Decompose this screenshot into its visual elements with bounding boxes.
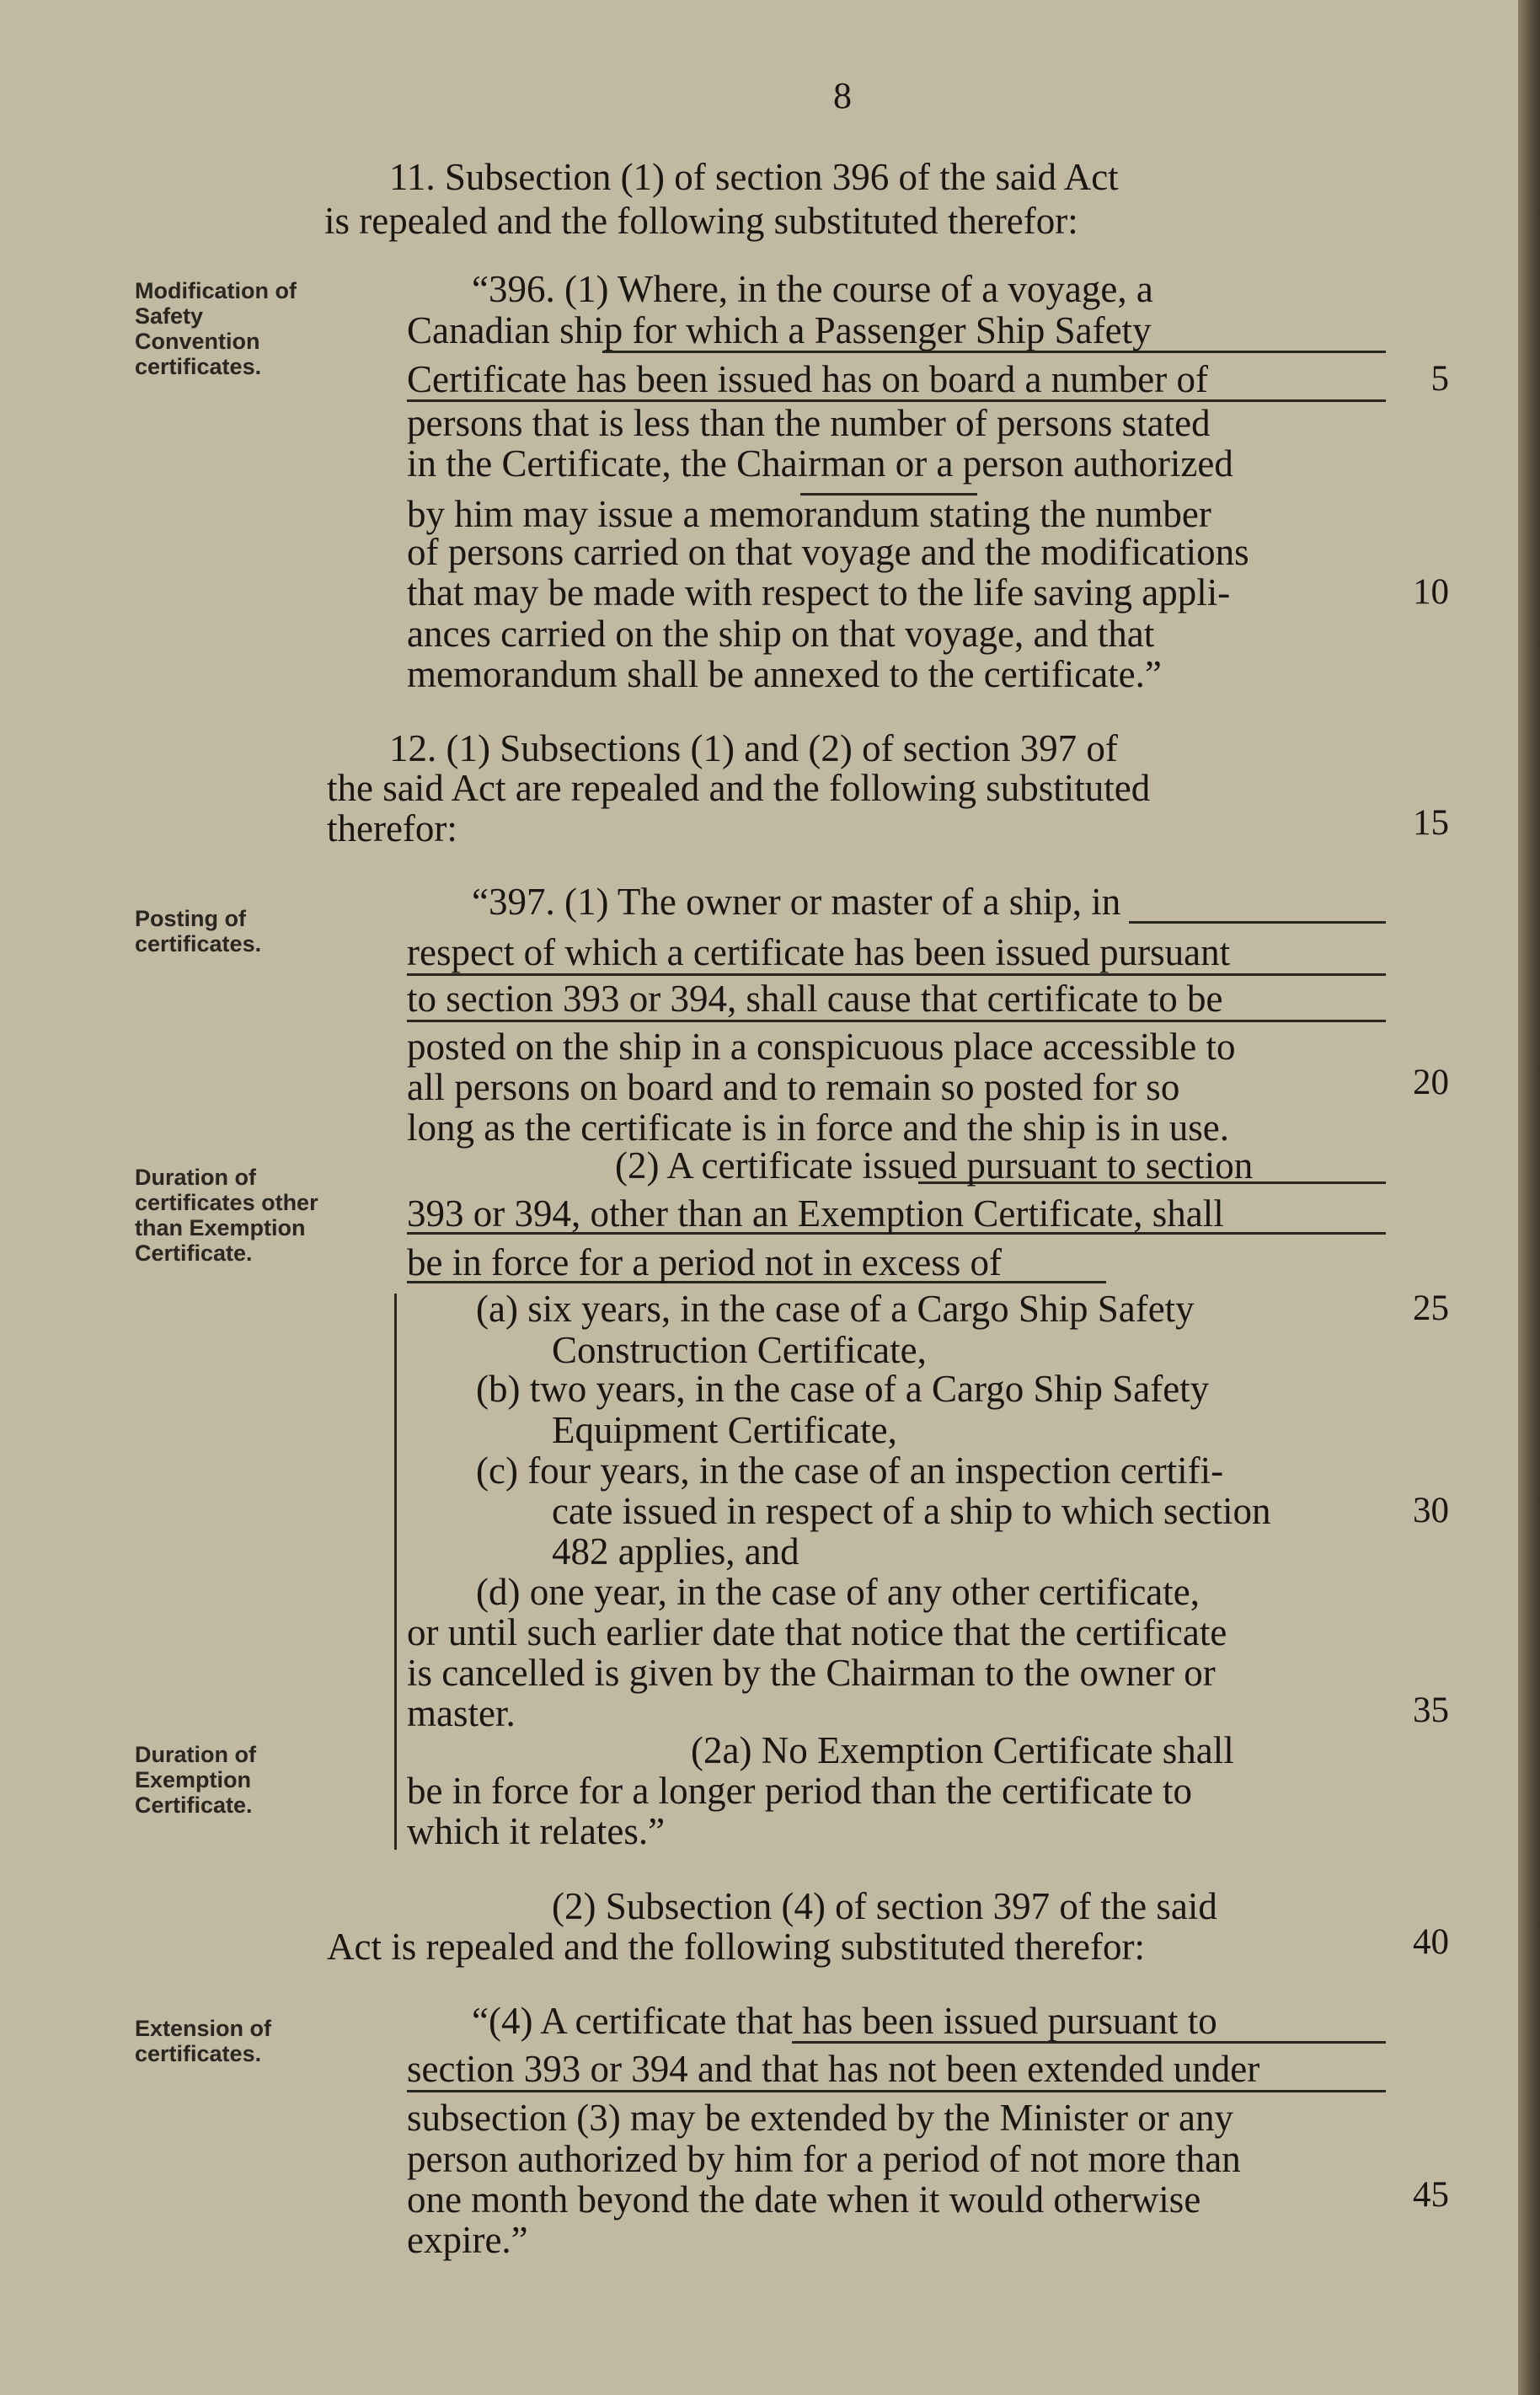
text-line: be in force for a period not in excess of [407, 1241, 1002, 1283]
underline [1129, 921, 1386, 924]
text-line: 482 applies, and [552, 1530, 799, 1573]
text-line: Canadian ship for which a Passenger Ship Safety [407, 309, 1152, 351]
text-line: (b) two years, in the case of a Cargo Ship Safety [476, 1368, 1210, 1410]
text-line: long as the certificate is in force and the ship is in use. [407, 1106, 1229, 1149]
text-line: section 393 or 394 and that has not been extended under [407, 2048, 1260, 2090]
text-line: “396. (1) Where, in the course of a voyage, a [472, 268, 1153, 310]
line-number: 20 [1413, 1063, 1449, 1102]
line-number: 5 [1430, 359, 1449, 399]
text-line: or until such earlier date that notice that the certificate [407, 1611, 1227, 1653]
line-number: 30 [1413, 1491, 1449, 1530]
margin-note-extension: Extension of certificates. [135, 2016, 272, 2066]
text-line: persons that is less than the number of persons stated [407, 402, 1211, 444]
text-line: subsection (3) may be extended by the Minister or any [407, 2097, 1233, 2139]
text-line: the said Act are repealed and the following substituted [327, 767, 1151, 809]
text-line: respect of which a certificate has been issued pursuant [407, 931, 1231, 973]
text-line: one month beyond the date when it would otherwise [407, 2178, 1201, 2221]
text-line: that may be made with respect to the life saving appli- [407, 571, 1231, 613]
text-line: (a) six years, in the case of a Cargo Ship Safety [476, 1288, 1195, 1330]
text-line: expire.” [407, 2219, 528, 2261]
text-line: 11. Subsection (1) of section 396 of the said Act [389, 156, 1119, 198]
text-line: be in force for a longer period than the certificate to [407, 1770, 1193, 1812]
text-line: “(4) A certificate that has been issued pursuant to [472, 2000, 1217, 2042]
text-line: “397. (1) The owner or master of a ship, in [472, 881, 1121, 923]
margin-note-duration-exemption: Duration of Exemption Certificate. [135, 1742, 256, 1818]
text-line: person authorized by him for a period of not more than [407, 2138, 1241, 2180]
margin-note-posting: Posting of certificates. [135, 906, 262, 956]
amendment-bar [394, 1294, 397, 1850]
underline [407, 2090, 1386, 2092]
text-line: 12. (1) Subsections (1) and (2) of section 397 of [389, 727, 1118, 769]
text-line: (d) one year, in the case of any other certificate, [476, 1571, 1200, 1613]
text-line: (2) A certificate issued pursuant to section [615, 1144, 1254, 1187]
text-line: cate issued in respect of a ship to which section [552, 1490, 1271, 1532]
line-number: 40 [1413, 1922, 1449, 1962]
underline [407, 973, 1386, 976]
line-number: 15 [1413, 803, 1449, 843]
text-line: Certificate has been issued has on board a number of [407, 358, 1208, 400]
text-line: Construction Certificate, [552, 1329, 927, 1371]
text-line: (2) Subsection (4) of section 397 of the said [552, 1885, 1217, 1927]
margin-note-modification: Modification of Safety Convention certificates. [135, 278, 297, 379]
text-line: all persons on board and to remain so posted for so [407, 1066, 1180, 1108]
text-line: memorandum shall be annexed to the certificate.” [407, 653, 1162, 695]
text-line: Act is repealed and the following substituted therefor: [327, 1926, 1145, 1968]
text-line: to section 393 or 394, shall cause that certificate to be [407, 978, 1223, 1020]
line-number: 25 [1413, 1289, 1449, 1328]
text-line: ances carried on the ship on that voyage, and that [407, 613, 1155, 655]
margin-note-duration-other: Duration of certificates other than Exemption Certificate. [135, 1165, 318, 1266]
text-line: (c) four years, in the case of an inspection certifi- [476, 1449, 1224, 1492]
text-line: is cancelled is given by the Chairman to the owner or [407, 1652, 1216, 1694]
text-line: 393 or 394, other than an Exemption Certificate, shall [407, 1192, 1224, 1235]
text-line: posted on the ship in a conspicuous place accessible to [407, 1026, 1236, 1068]
text-line: which it relates.” [407, 1810, 666, 1852]
text-line: of persons carried on that voyage and the modifications [407, 531, 1249, 573]
text-line: Equipment Certificate, [552, 1409, 897, 1451]
text-line: therefor: [327, 807, 457, 849]
line-number: 35 [1413, 1690, 1449, 1730]
text-line: in the Certificate, the Chairman or a person authorized [407, 442, 1233, 485]
page-edge-shadow [1518, 0, 1540, 2395]
text-line: master. [407, 1692, 516, 1734]
underline [407, 1020, 1386, 1022]
page-number: 8 [833, 75, 852, 116]
text-line: is repealed and the following substituted therefor: [324, 200, 1078, 242]
text-line: (2a) No Exemption Certificate shall [691, 1729, 1234, 1771]
line-number: 45 [1413, 2175, 1449, 2215]
line-number: 10 [1413, 572, 1449, 612]
text-line: by him may issue a memorandum stating the number [407, 493, 1211, 535]
